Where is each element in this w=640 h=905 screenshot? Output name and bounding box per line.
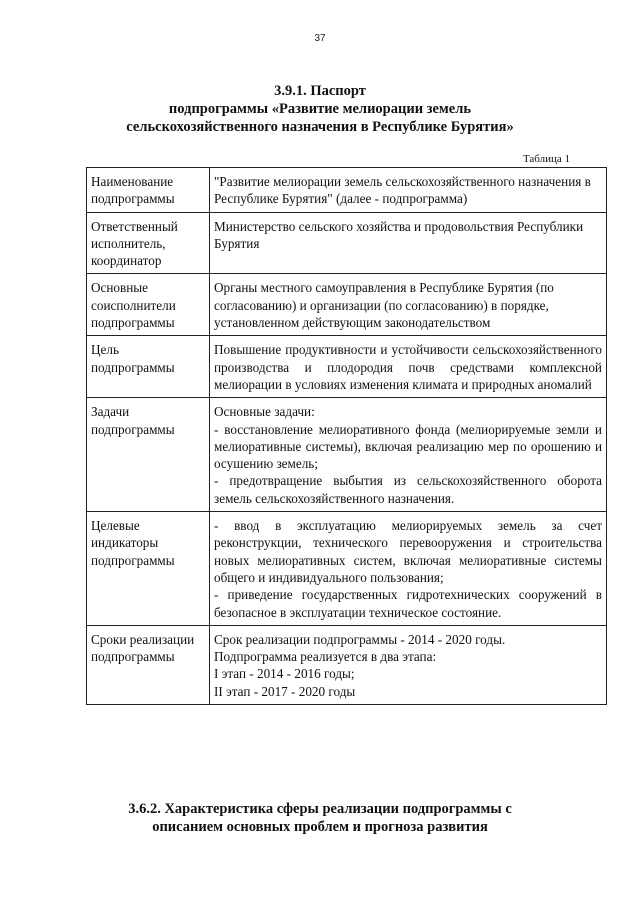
heading-line-3: сельскохозяйственного назначения в Республике Бурятия» — [126, 119, 514, 135]
row-value-line: Срок реализации подпрограммы - 2014 - 2020 годы. — [214, 631, 506, 647]
row-value-line: - предотвращение выбытия из сельскохозяйственного оборота земель сельскохозяйственного назначения. — [214, 473, 602, 506]
row-label: Ответственный исполнитель, координатор — [87, 212, 210, 274]
table-row — [87, 512, 607, 626]
row-label: Задачи подпрограммы — [87, 398, 210, 512]
row-label: Основные соисполнители подпрограммы — [87, 274, 210, 336]
passport-table — [86, 167, 607, 705]
row-value-line: "Развитие мелиорации земель сельскохозяйственного назначения в Республике Бурятия" (далее - подпрограмма) — [214, 174, 591, 207]
table-row — [87, 398, 607, 512]
heading-line-1: 3.9.1. Паспорт — [274, 83, 366, 99]
table-row — [87, 625, 607, 704]
section-heading — [0, 800, 640, 836]
passport-heading — [0, 82, 640, 136]
row-value-line: II этап - 2017 - 2020 годы — [214, 683, 356, 699]
table-row — [87, 168, 607, 213]
row-value-line: - приведение государственных гидротехнических сооружений в безопасное в эксплуатации техническое состояние. — [214, 587, 602, 620]
table-row — [87, 336, 607, 398]
section-heading-line-2: описанием основных проблем и прогноза развития — [152, 819, 488, 835]
heading-line-2: подпрограммы «Развитие мелиорации земель — [168, 101, 472, 117]
row-value-line: I этап - 2014 - 2016 годы; — [214, 666, 355, 682]
table-row — [87, 212, 607, 274]
row-value — [210, 274, 607, 336]
row-value-line: Подпрограмма реализуется в два этапа: — [214, 649, 437, 665]
row-value — [210, 212, 607, 274]
table-label: Таблица 1 — [522, 153, 570, 165]
row-label: Сроки реализации подпрограммы — [87, 625, 210, 704]
row-value — [210, 398, 607, 512]
row-value — [210, 336, 607, 398]
row-value — [210, 168, 607, 213]
row-value-line: Повышение продуктивности и устойчивости сельскохозяйственного производства и плодородия почв средствами комплексной мелиорации в условиях изменения климата и природных аномалий — [214, 342, 602, 392]
row-label: Цель подпрограммы — [87, 336, 210, 398]
row-value-line: - восстановление мелиоративного фонда (мелиорируемые земли и мелиоративные системы), включая реализацию мер по орошению и осушению земель; — [214, 421, 602, 472]
row-value-line: - ввод в эксплуатацию мелиорируемых земель за счет реконструкции, технического перевооружения и строительства новых мелиоративных систем, включая мелиоративные системы общего и индивидуального пользования; — [214, 518, 602, 585]
row-value — [210, 512, 607, 626]
page-number: 37 — [314, 33, 326, 44]
row-value-line: Основные задачи: — [214, 404, 315, 420]
row-value-line: Министерство сельского хозяйства и продовольствия Республики Бурятия — [214, 218, 584, 251]
row-label: Наименование подпрограммы — [87, 168, 210, 213]
row-label: Целевые индикаторы подпрограммы — [87, 512, 210, 626]
table-row — [87, 274, 607, 336]
section-heading-line-1: 3.6.2. Характеристика сферы реализации подпрограммы с — [128, 801, 512, 817]
row-value-line: Органы местного самоуправления в Республике Бурятия (по согласованию) и организации (по согласованию) в порядке, установленном действующим законодательством — [214, 280, 554, 331]
row-value — [210, 625, 607, 704]
